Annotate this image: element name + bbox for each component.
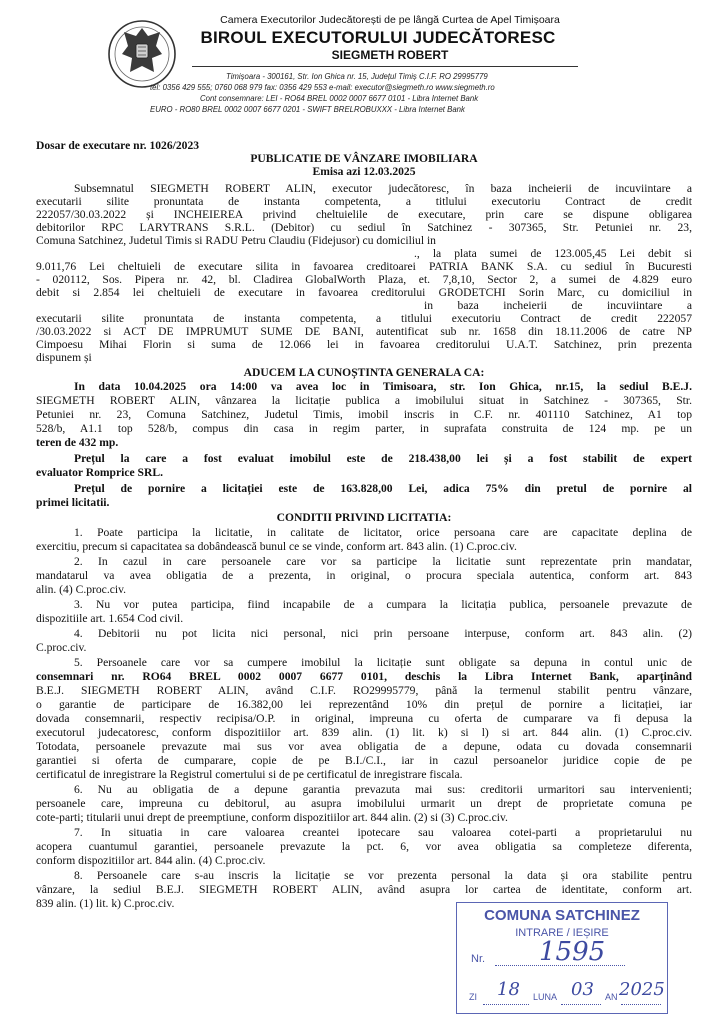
condition-line: 2. In cazul in care persoanele care vor sa participe la licitatie sunt reprezentate prin mandatar, [74,555,692,568]
condition-line: persoanele care, impreuna cu debitorul, au asupra imobilului urmarit un drept de proprietate comuna pe [36,797,692,810]
condition-line: 839 alin. (1) lit. k) C.proc.civ. [36,897,175,910]
issue-date: Emisa azi 12.03.2025 [312,165,416,178]
evaluation-price-line: evaluator Romprice SRL. [36,466,163,479]
condition-line: consemnari nr. RO64 BREL 0002 0007 6677 0101, deschis la Libra Internet Bank, aparținând [36,670,692,683]
condition-line: 5. Persoanele care vor sa cumpere imobilul la licitație sunt obligate sa depuna in contul unic de [74,656,692,669]
condition-line: executorul judecatoresc, conform dispozitiilor art. 839 alin. (1) lit. k) si l) si art. 844 alin. (1) C.proc.civ. [36,726,692,739]
condition-line: certificatul de inregistrare la Registrul comertului si de pe certificatul de inregistrare fiscala. [36,768,463,781]
condition-line: 4. Debitorii nu pot licita nici personal, nici prin persoane interpuse, conform art. 843 alin. (2) [74,627,692,640]
sale-line: In data 10.04.2025 ora 14:00 va avea loc in Timisoara, str. Ion Ghica, nr.15, la sediul B.E.J. [74,380,692,393]
condition-line: acopera cuantumul garantiei, persoanele prevazute la pct. 6, vor avea obligatia sa completeze diferenta, [36,840,692,853]
condition-line: C.proc.civ. [36,641,87,654]
condition-line: exercitiu, precum si capacitatea sa dobândească bunul ce se vinde, conform art. 843 alin. (1) C.proc.civ. [36,540,517,553]
condition-line: alin. (4) C.proc.civ. [36,583,127,596]
file-number: Dosar de executare nr. 1026/2023 [36,139,200,152]
romanian-coat-of-arms-logo [108,14,176,94]
stamp-zi-line [483,1004,529,1005]
intro-line: in baza incheierii de incuviintare a [424,299,692,312]
intro-line: 9.011,76 Lei cheltuieli de executare silita in favoarea creditoarei PATRIA BANK S.A. cu sediul în Bucuresti [36,260,692,273]
intro-line: ., la plata sumei de 123.005,45 Lei debit si [414,247,692,260]
office-title: BIROUL EXECUTORULUI JUDECĂTORESC [200,28,556,47]
letterhead-divider [192,66,578,67]
chamber-name: Camera Executorilor Judecătorești de pe lângă Curtea de Apel Timișoara [220,14,560,26]
intro-line: debit si 2.854 lei cheltuieli de executare in favoarea creditorului GRODETCHI Sorin Marc, cu domiciliul in [36,286,692,299]
intro-line: Subsemnatul SIEGMETH ROBERT ALIN, executor judecătoresc, în baza incheierii de incuviintare a [74,182,692,195]
sale-line: teren de 432 mp. [36,436,119,449]
stamp-title: COMUNA SATCHINEZ [484,907,640,924]
condition-line: 1. Poate participa la licitatie, in calitate de licitator, orice persoana care are capacitate deplina de [74,526,692,539]
stamp-year: 2025 [619,979,665,1000]
intro-line: 222057/30.03.2022 și INCHEIEREA privind cheltuielile de executare, prin care se dispune obligarea [36,208,692,221]
stamp-registration-number: 1595 [539,937,606,967]
stamp-luna-line [561,1004,601,1005]
account-euro: EURO - RO80 BREL 0002 0007 6677 0201 - SWIFT BRELROBUXXX - Libra Internet Bank [150,105,465,114]
condition-line: dispozitiile art. 1.654 Cod civil. [36,612,184,625]
intro-line: Cimpoesu Mihai Florin si suma de 12.066 lei in favoarea creditorului U.A.T. Satchinez, prin prezenta [36,338,692,351]
condition-line: B.E.J. SIEGMETH ROBERT ALIN, având C.I.F. RO29995779, până la termenul stabilit pentru vânzare, [36,684,692,697]
condition-line: mandatarul va avea obligatia de a prezenta, in original, o procura speciala autentica, conform art. 843 [36,569,692,582]
condition-line: cote-parti; titularii unui drept de preemptiune, conform dispozitiilor art. 844 alin. (2) si (3) C.proc.civ. [36,811,508,824]
sale-line: SIEGMETH ROBERT ALIN, vânzarea la licitație publica a imobilului situat in Satchinez - 307365, Str. [36,394,692,407]
stamp-an-line [621,1004,661,1005]
registration-stamp [456,902,668,1014]
intro-line: dispunem și [36,351,92,364]
sale-line: 528/b, A1.1 top 528/b, compus din casa in regim parter, in suprafata construita de 124 mp. pe un [36,422,692,435]
condition-line: 7. In situatia in care valoarea creantei ipotecare sau valoarea cotei-parti a proprietarului nu [74,826,692,839]
condition-line: garantiei si oferta de cumparare, copie de pe B.I./C.I., iar in cazul persoanelor juridice copie de pe [36,754,692,767]
stamp-nr-label: Nr. [471,953,486,965]
condition-line: o garantie de participare de 16.382,00 lei reprezentând 10% din prețul de pornire a licitației, iar [36,698,692,711]
sale-line: Petuniei nr. 23, Comuna Satchinez, Judetul Timis, imobil inscris in C.F. nr. 401110 Satchinez, A1 top [36,408,692,421]
intro-line: executarii silite pronuntata de instanta competenta, a titlului executoriu Contract de credit 222057 [36,312,692,325]
evaluation-price-line: Prețul la care a fost evaluat imobilul este de 218.438,00 lei și a fost stabilit de expert [74,452,692,465]
stamp-day: 18 [497,979,520,1000]
stamp-luna-label: LUNA [533,992,558,1002]
starting-price-line: Prețul de pornire a licitației este de 163.828,00 Lei, adica 75% din pretul de pornire al [74,482,692,495]
announcement-heading: ADUCEM LA CUNOȘTINTA GENERALA CA: [243,366,485,379]
starting-price-line: primei licitatii. [36,496,110,509]
intro-line: debitorilor RPC LARYTRANS S.R.L. (Debitor) cu sediul în Satchinez - 307365, Str. Petuniei nr. 23, [36,221,692,234]
account-lei: Cont consemnare: LEI - RO64 BREL 0002 0007 6677 0101 - Libra Internet Bank [200,94,479,103]
intro-line: /30.03.2022 si ACT DE IMPRUMUT SUME DE BANI, autentificat sub nr. 1658 din 18.11.2006 de catre NP [36,325,692,338]
stamp-zi-label: ZI [469,992,477,1002]
document-title: PUBLICATIE DE VÂNZARE IMOBILIARA [250,152,478,165]
intro-line: executarii silite pronuntata de instanta competenta, a titlului executoriu Contract de credit [36,195,692,208]
office-address: Timișoara - 300161, Str. Ion Ghica nr. 15, Județul Timiș C.I.F. RO 29995779 [226,72,488,81]
stamp-an-label: AN [605,992,618,1002]
condition-line: 6. Nu au obligatia de a depune garantia prevazuta mai sus: creditorii urmaritori sau intervenienti; [74,783,692,796]
condition-line: conform dispozitiilor art. 844 alin. (4) C.proc.civ. [36,854,266,867]
intro-line: - 020112, Sos. Pipera nr. 42, bl. Cladirea GlobalWorth Plaza, et. 7,8,10, Sector 2, a sumei de 4.829 euro [36,273,692,286]
executor-name: SIEGMETH ROBERT [331,48,449,62]
condition-line: vânzare, la sediul B.E.J. SIEGMETH ROBERT ALIN, având asupra lor cartea de identitate, conform art. [36,883,692,896]
condition-line: dovada consemnarii, respectiv recipisa/O.P. in original, impreuna cu oferta de cumparare va fi depusa la [36,712,692,725]
condition-line: 3. Nu vor putea participa, fiind incapabile de a cumpara la licitația publica, persoanele prevazute de [74,598,692,611]
stamp-month: 03 [571,979,594,1000]
intro-line: Comuna Satchinez, Judetul Timis si RADU Petru Claudiu (Fidejusor) cu domiciliul in [36,234,436,247]
conditions-heading: CONDITII PRIVIND LICITATIA: [276,511,452,524]
condition-line: 8. Persoanele care s-au inscris la licitație se vor prezenta personal la data și ora stabilite pentru [74,869,692,882]
stamp-subtitle: INTRARE / IEȘIRE [515,927,609,939]
condition-line: Totodata, persoanele prevazute mai sus vor avea obligatia de a depune, odata cu dovada consemnarii [36,740,692,753]
office-contact: tel: 0356 429 555; 0760 068 979 fax: 0356 429 553 e-mail: executor@siegmeth.ro www.siegmeth.ro [150,83,495,92]
